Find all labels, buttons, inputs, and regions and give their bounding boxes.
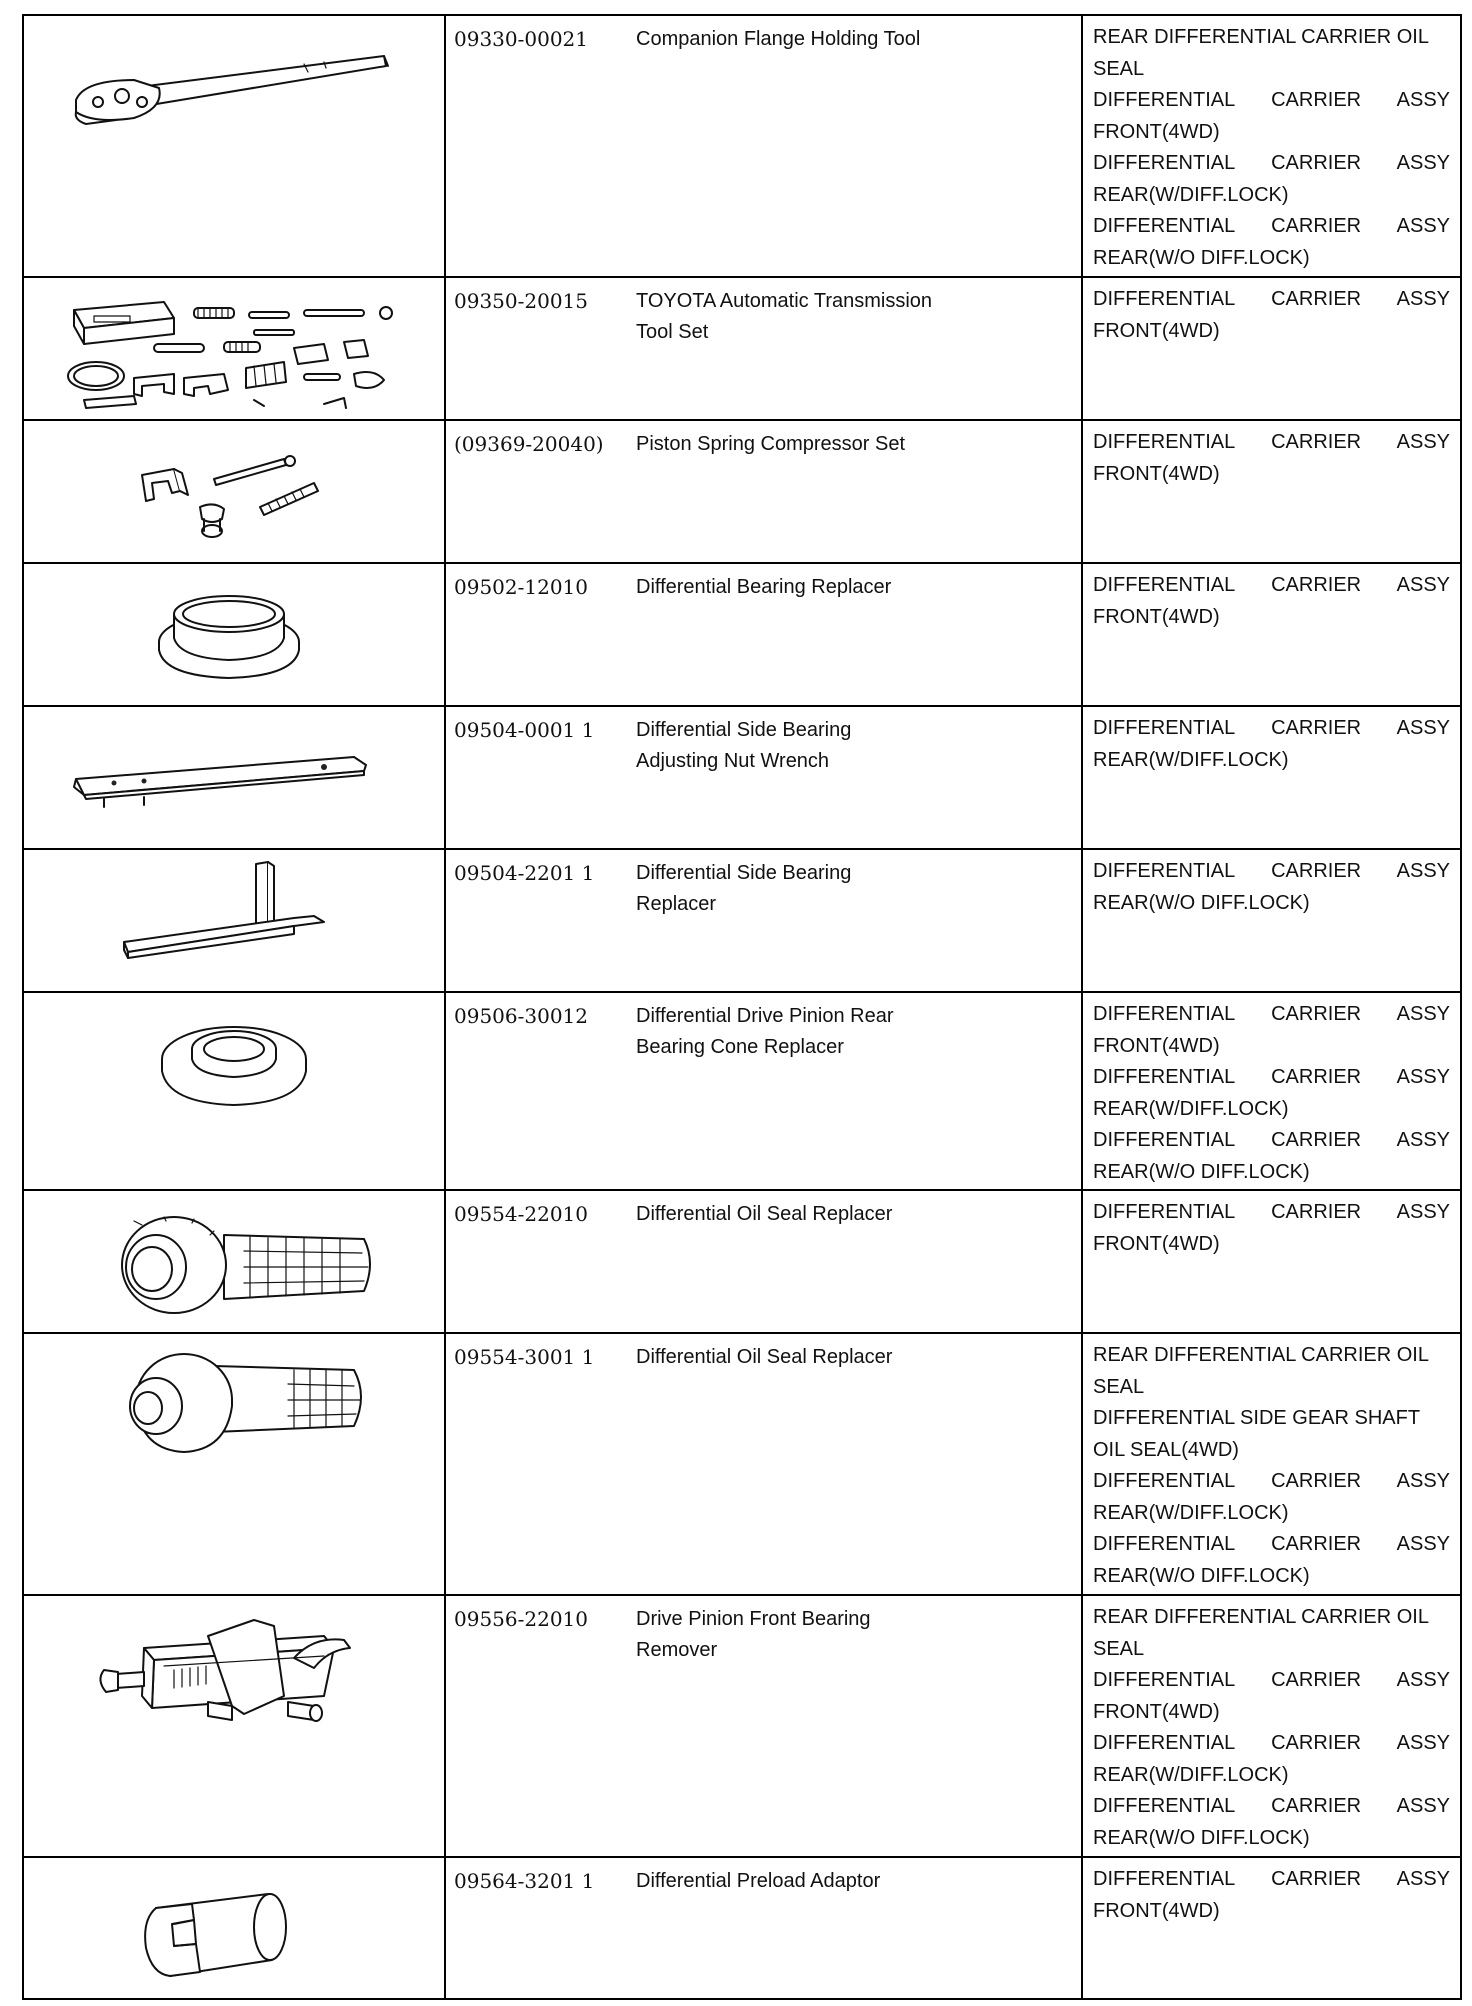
table-row <box>23 1857 1461 1999</box>
spring-compressor-icon <box>24 421 444 561</box>
tool-name: Differential Bearing Replacer <box>636 576 892 598</box>
application-cell: DIFFERENTIAL CARRIER ASSY FRONT(4WD) <box>1082 420 1461 563</box>
tool-info-cell <box>445 706 1082 849</box>
table-row <box>23 1595 1461 1857</box>
part-number: 09554-22010 <box>454 1202 589 1226</box>
tool-illustration-cell <box>23 706 445 849</box>
table-row <box>23 706 1461 849</box>
application-cell: DIFFERENTIAL CARRIER ASSY FRONT(4WD) <box>1082 277 1461 420</box>
tool-name: Differential Preload Adaptor <box>636 1870 881 1892</box>
table-row <box>23 277 1461 420</box>
oil-seal-replacer-icon <box>24 1334 444 1592</box>
tool-illustration-cell <box>23 277 445 420</box>
part-number: (09369-20040) <box>454 432 604 456</box>
bearing-remover-icon <box>24 1596 444 1854</box>
tool-name: Drive Pinion Front Bearing Remover <box>636 1608 871 1661</box>
table-row <box>23 849 1461 992</box>
tool-info-cell <box>445 992 1082 1190</box>
tool-illustration-cell <box>23 1333 445 1595</box>
part-number: 09504-2201 1 <box>454 861 595 885</box>
side-bearing-replacer-icon <box>24 850 444 990</box>
nut-wrench-icon <box>24 707 444 847</box>
part-number: 09506-30012 <box>454 1004 589 1028</box>
tool-info-cell <box>445 15 1082 277</box>
bearing-replacer-icon <box>24 564 444 704</box>
tool-info-cell <box>445 1595 1082 1857</box>
tool-name: TOYOTA Automatic Transmission Tool Set <box>636 290 933 343</box>
tool-illustration-cell <box>23 563 445 706</box>
application-cell: DIFFERENTIAL CARRIER ASSY FRONT(4WD) <box>1082 1857 1461 1999</box>
cone-replacer-icon <box>24 993 444 1187</box>
part-number: 09564-3201 1 <box>454 1869 595 1893</box>
tool-illustration-cell <box>23 15 445 277</box>
tool-info-cell <box>445 277 1082 420</box>
application-cell: DIFFERENTIAL CARRIER ASSY FRONT(4WD) DIFFERENTIAL CARRIER ASSY REAR(W/DIFF.LOCK) DIFFERENTIAL CARRIER ASSY REAR(W/O DIFF.LOCK) <box>1082 992 1461 1190</box>
application-cell: DIFFERENTIAL CARRIER ASSY REAR(W/DIFF.LOCK) <box>1082 706 1461 849</box>
preload-adaptor-icon <box>24 1858 444 1996</box>
tool-illustration-cell <box>23 1190 445 1333</box>
application-cell: DIFFERENTIAL CARRIER ASSY FRONT(4WD) <box>1082 563 1461 706</box>
part-number: 09330-00021 <box>454 27 589 51</box>
table-row <box>23 1333 1461 1595</box>
tool-illustration-cell <box>23 992 445 1190</box>
tool-info-cell <box>445 1190 1082 1333</box>
oil-seal-replacer-icon <box>24 1191 444 1331</box>
application-cell: DIFFERENTIAL CARRIER ASSY FRONT(4WD) <box>1082 1190 1461 1333</box>
table-row <box>23 1190 1461 1333</box>
application-cell: REAR DIFFERENTIAL CARRIER OIL SEAL DIFFERENTIAL CARRIER ASSY FRONT(4WD) DIFFERENTIAL CARRIER ASSY REAR(W/DIFF.LOCK) DIFFERENTIAL CARRIER ASSY REAR(W/O DIFF.LOCK) <box>1082 15 1461 277</box>
part-number: 09504-0001 1 <box>454 718 595 742</box>
application-cell: REAR DIFFERENTIAL CARRIER OIL SEAL DIFFERENTIAL CARRIER ASSY FRONT(4WD) DIFFERENTIAL CARRIER ASSY REAR(W/DIFF.LOCK) DIFFERENTIAL CARRIER ASSY REAR(W/O DIFF.LOCK) <box>1082 1595 1461 1857</box>
part-number: 09556-22010 <box>454 1607 589 1631</box>
tool-illustration-cell <box>23 1595 445 1857</box>
part-number: 09502-12010 <box>454 575 589 599</box>
tool-name: Differential Drive Pinion Rear Bearing Cone Replacer <box>636 1005 894 1058</box>
tool-illustration-cell <box>23 1857 445 1999</box>
tool-name: Differential Side Bearing Replacer <box>636 862 852 915</box>
flange-holding-tool-icon <box>24 16 444 274</box>
tool-set-icon <box>24 278 444 418</box>
application-cell: DIFFERENTIAL CARRIER ASSY REAR(W/O DIFF.LOCK) <box>1082 849 1461 992</box>
tool-info-cell <box>445 1333 1082 1595</box>
tool-info-cell <box>445 1857 1082 1999</box>
part-number: 09350-20015 <box>454 289 589 313</box>
tool-info-cell <box>445 849 1082 992</box>
tool-name: Piston Spring Compressor Set <box>636 433 906 455</box>
special-tools-table <box>22 14 1462 2000</box>
table-row <box>23 563 1461 706</box>
application-cell: REAR DIFFERENTIAL CARRIER OIL SEAL DIFFERENTIAL SIDE GEAR SHAFT OIL SEAL(4WD) DIFFERENTIAL CARRIER ASSY REAR(W/DIFF.LOCK) DIFFERENTIAL CARRIER ASSY REAR(W/O DIFF.LOCK) <box>1082 1333 1461 1595</box>
tool-name: Companion Flange Holding Tool <box>636 28 921 50</box>
tool-illustration-cell <box>23 420 445 563</box>
tool-name: Differential Side Bearing Adjusting Nut Wrench <box>636 719 852 772</box>
part-number: 09554-3001 1 <box>454 1345 595 1369</box>
table-row <box>23 15 1461 277</box>
tool-info-cell <box>445 420 1082 563</box>
tool-name: Differential Oil Seal Replacer <box>636 1346 893 1368</box>
table-row <box>23 420 1461 563</box>
tool-info-cell <box>445 563 1082 706</box>
tool-name: Differential Oil Seal Replacer <box>636 1203 893 1225</box>
tool-illustration-cell <box>23 849 445 992</box>
table-row <box>23 992 1461 1190</box>
